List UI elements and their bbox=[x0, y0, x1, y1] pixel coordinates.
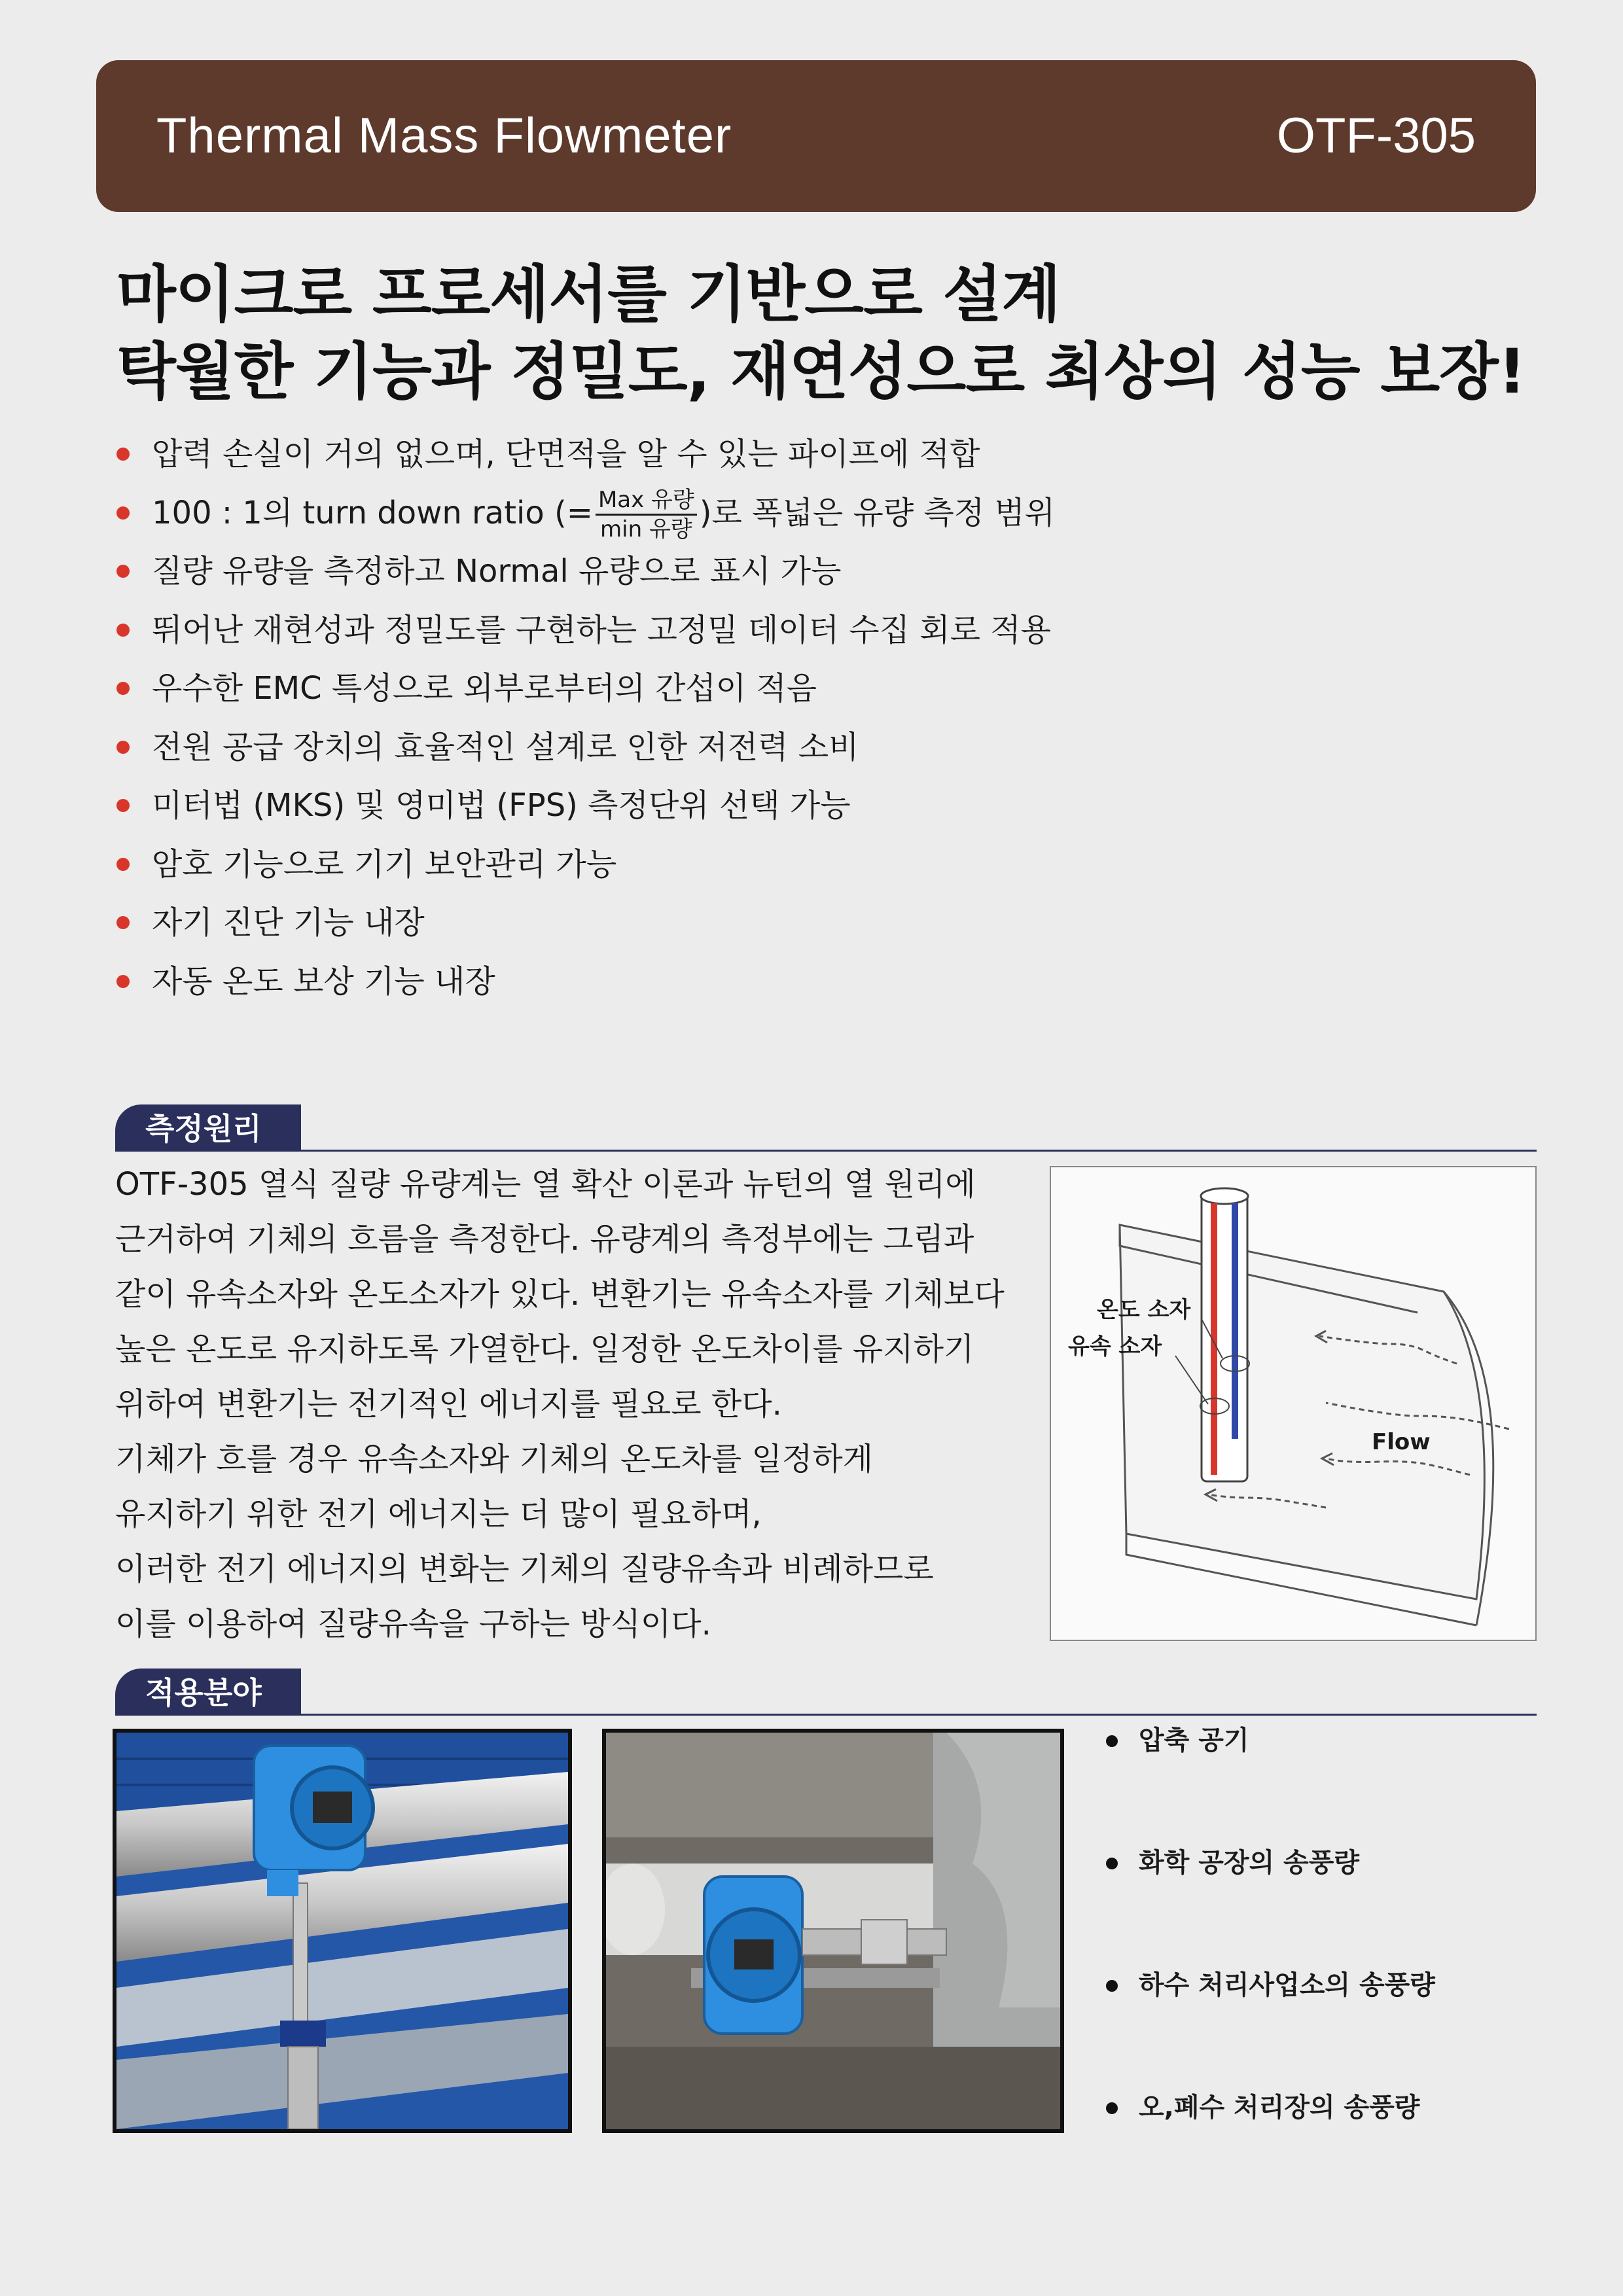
headline bbox=[116, 256, 1525, 411]
applications-section-tab: 적용분야 bbox=[115, 1669, 301, 1714]
feature-item: 전원 공급 장치의 효율적인 설계로 인한 저전력 소비 bbox=[116, 718, 1055, 777]
sensor-diagram bbox=[1050, 1166, 1537, 1641]
turndown-fraction: $\frac{\text{Max 유량}}{\text{min 유량}}$ bbox=[596, 487, 697, 542]
bullet-icon bbox=[116, 624, 130, 637]
application-photo-1 bbox=[113, 1729, 572, 2133]
principle-line: 기체가 흐를 경우 유속소자와 기체의 온도차를 일정하게 bbox=[115, 1441, 874, 1477]
header-bar bbox=[96, 60, 1536, 212]
principle-text bbox=[115, 1157, 1044, 1651]
principle-line: 같이 유속소자와 온도소자가 있다. 변환기는 유속소자를 기체보다 bbox=[115, 1276, 1005, 1313]
feature-item: 미터법 (MKS) 및 영미법 (FPS) 측정단위 선택 가능 bbox=[116, 777, 1055, 836]
feature-item: 100 : 1의 turn down ratio (= $\frac{\text{Max 유량}}{\text{min 유량}}$ )로 폭넓은 유량 측정 범위 bbox=[116, 484, 1055, 543]
principle-section-divider bbox=[115, 1150, 1537, 1152]
principle-line: 이를 이용하여 질량유속을 구하는 방식이다. bbox=[115, 1606, 711, 1642]
headline-line-1: 마이크로 프로세서를 기반으로 설계 bbox=[116, 259, 1061, 330]
principle-section-tab: 측정원리 bbox=[115, 1104, 301, 1150]
bullet-icon bbox=[1106, 2102, 1118, 2114]
feature-item: 질량 유량을 측정하고 Normal 유량으로 표시 가능 bbox=[116, 542, 1055, 601]
application-item: 하수 처리사업소의 송풍량 bbox=[1106, 1959, 1435, 2081]
flowmeter-install-photo-1 bbox=[116, 1733, 568, 2129]
feature-item: 우수한 EMC 특성으로 외부로부터의 간섭이 적음 bbox=[116, 660, 1055, 718]
application-item: 오,폐수 처리장의 송풍량 bbox=[1106, 2081, 1435, 2204]
bullet-icon bbox=[116, 682, 130, 695]
feature-list bbox=[116, 425, 1055, 1011]
bullet-icon bbox=[116, 858, 130, 871]
bullet-icon bbox=[116, 741, 130, 754]
feature-item: 자동 온도 보상 기능 내장 bbox=[116, 953, 1055, 1012]
bullet-icon bbox=[116, 565, 130, 578]
probe-body bbox=[1202, 1193, 1247, 1481]
velocity-element-label: 유속 소자 bbox=[1068, 1333, 1162, 1360]
principle-line: 이러한 전기 에너지의 변화는 기체의 질량유속과 비례하므로 bbox=[115, 1551, 934, 1587]
feature-item: 압력 손실이 거의 없으며, 단면적을 알 수 있는 파이프에 적합 bbox=[116, 425, 1055, 484]
application-item: 압축 공기 bbox=[1106, 1714, 1435, 1837]
temp-element-label: 온도 소자 bbox=[1097, 1297, 1191, 1323]
feature-item: 뛰어난 재현성과 정밀도를 구현하는 고정밀 데이터 수집 회로 적용 bbox=[116, 601, 1055, 660]
feature-item: 암호 기능으로 기기 보안관리 가능 bbox=[116, 836, 1055, 894]
application-photo-2 bbox=[602, 1729, 1064, 2133]
bullet-icon bbox=[1106, 1980, 1118, 1992]
principle-line: 근거하여 기체의 흐름을 측정한다. 유량계의 측정부에는 그림과 bbox=[115, 1221, 974, 1258]
product-title: Thermal Mass Flowmeter bbox=[156, 108, 732, 164]
principle-line: 높은 온도로 유지하도록 가열한다. 일정한 온도차이를 유지하기 bbox=[115, 1331, 974, 1368]
application-item: 화학 공장의 송풍량 bbox=[1106, 1837, 1435, 1959]
flow-label: Flow bbox=[1372, 1429, 1431, 1455]
bullet-icon bbox=[116, 506, 130, 520]
bullet-icon bbox=[116, 799, 130, 812]
sensor-diagram-drawing bbox=[1051, 1167, 1535, 1640]
headline-line-2: 탁월한 기능과 정밀도, 재연성으로 최상의 성능 보장! bbox=[116, 336, 1525, 408]
principle-line: OTF-305 열식 질량 유량계는 열 확산 이론과 뉴턴의 열 원리에 bbox=[115, 1166, 976, 1203]
feature-item: 자기 진단 기능 내장 bbox=[116, 894, 1055, 953]
bullet-icon bbox=[116, 916, 130, 929]
product-model: OTF-305 bbox=[1276, 108, 1476, 164]
bullet-icon bbox=[116, 975, 130, 988]
application-list bbox=[1106, 1714, 1435, 2204]
velocity-element-rod bbox=[1232, 1203, 1238, 1439]
pipe-section bbox=[1120, 1225, 1484, 1599]
probe-top bbox=[1201, 1188, 1248, 1204]
principle-line: 유지하기 위한 전기 에너지는 더 많이 필요하며, bbox=[115, 1496, 762, 1532]
flowmeter-install-photo-2 bbox=[606, 1733, 1060, 2129]
bullet-icon bbox=[1106, 1735, 1118, 1747]
principle-line: 위하여 변환기는 전기적인 에너지를 필요로 한다. bbox=[115, 1386, 782, 1422]
bullet-icon bbox=[1106, 1858, 1118, 1869]
bullet-icon bbox=[116, 448, 130, 461]
